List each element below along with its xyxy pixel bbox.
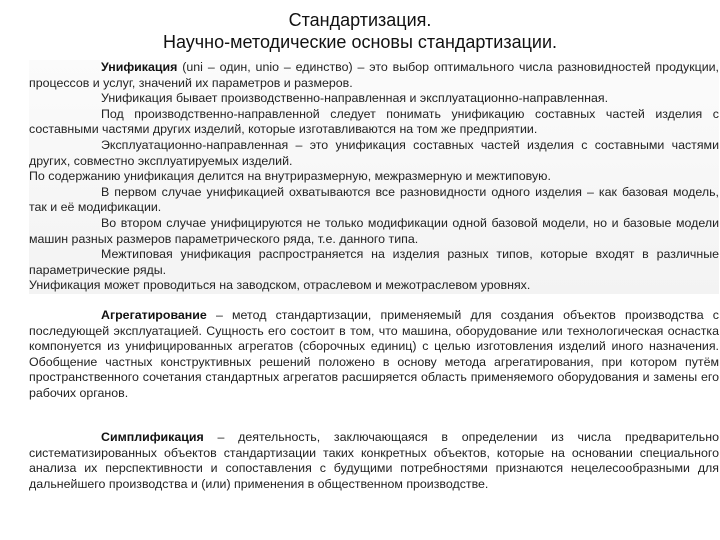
simplification-section <box>29 430 719 492</box>
content-division-paragraph: По содержанию унификация делится на внутриразмерную, межразмерную и межтиповую. <box>29 169 551 184</box>
unification-section <box>29 60 719 294</box>
simplification-term: Симплификация <box>101 430 204 444</box>
simplification-text: – деятельность, заключающаяся в определении из числа предварительно систематизированных объектов стандартизации таких конкретных объектов, которые на основании специального анализа их перспективности и сопоставления с будущими потребностями признаются нецелесообразными для дальнейшего производства и (или) применения в общественном производстве. <box>29 430 719 491</box>
page-subtitle: Научно-методические основы стандартизации. <box>162 32 558 52</box>
aggregation-term: Агрегатирование <box>101 308 207 322</box>
inter-size-paragraph: Во втором случае унифицируются не только модификации одной базовой модели, но и базовые модели машин разных размеров параметрического ряда, т.е. данного типа. <box>29 215 719 246</box>
aggregation-text: – метод стандартизации, применяемый для создания объектов производства с последующей эксплуатацией. Сущность его состоит в том, что машина, оборудование или технологическая оснастка компонуется из унифицированных агрегатов (сборочных единиц) с целью изготовления изделий иного назначения. Обобщение частных конструктивных решений положено в основу метода агрегатирования, при котором путём пространственного сочетания стандартных агрегатов расширяется область применяемого оборудования и замены его рабочих органов. <box>29 308 719 400</box>
page-title: Стандартизация. <box>288 10 432 30</box>
aggregation-paragraph <box>29 308 719 402</box>
production-oriented-paragraph: Под производственно-направленной следует понимать унификацию составных частей изделия с составными частями других изделий, которые изготавливаются на том же предприятии. <box>29 106 719 137</box>
unification-levels-paragraph: Унификация может проводиться на заводском, отраслевом и межотраслевом уровнях. <box>29 278 531 293</box>
inter-type-paragraph: Межтиповая унификация распространяется на изделия разных типов, которые входят в различные параметрические ряды. <box>29 247 719 277</box>
unification-definition-text: (uni – один, unio – единство) – это выбор оптимального числа разновидностей продукции, процессов и услуг, значений их параметров и размеров. <box>29 60 719 90</box>
unification-term: Унификация <box>101 60 178 74</box>
unification-types-paragraph: Унификация бывает производственно-направленная и эксплуатационно-направленная. <box>101 91 609 106</box>
intra-size-paragraph: В первом случае унификацией охватываются все разновидности одного изделия – как базовая модель, так и её модификации. <box>29 184 719 215</box>
aggregation-section <box>29 308 719 402</box>
operation-oriented-paragraph: Эксплуатационно-направленная – это унификация составных частей изделия с составными частями других, совместно эксплуатируемых изделий. <box>29 137 719 168</box>
unification-definition <box>29 60 719 91</box>
simplification-paragraph <box>29 430 719 492</box>
